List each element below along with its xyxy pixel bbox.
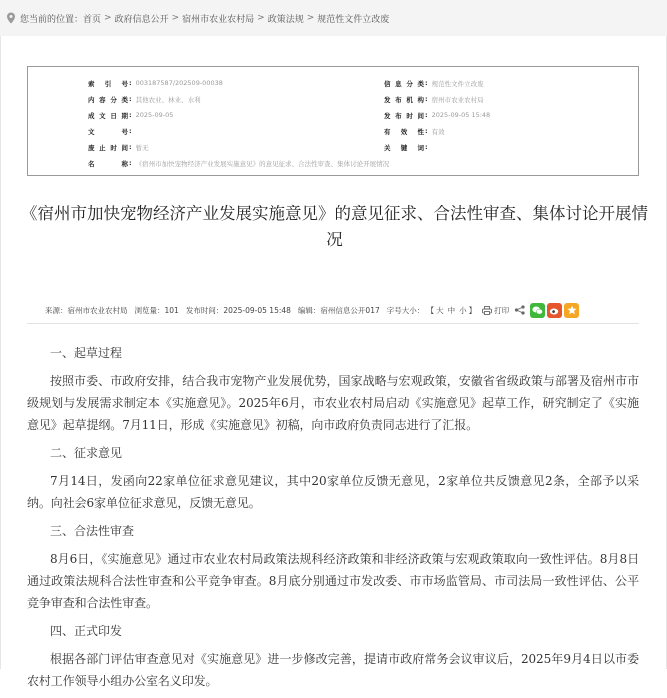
weibo-icon[interactable] (547, 303, 562, 318)
section-heading: 三、合法性审查 (50, 524, 135, 538)
section-paragraph: 根据各部门评估审查意见对《实施意见》进一步修改完善，提请市政府常务会议审议后，2025年9月4日以市委农村工作领导小组办公室名义印发。 (27, 652, 639, 688)
section-paragraph: 按照市委、市政府安排，结合我市宠物产业发展优势，国家战略与宏观政策，安徽省省级政策与部署及宿州市市级规划与发展需求制定本《实施意见》。2025年6月，市农业农村局启动《实施意见》起草工作，研究制定了《实施意见》起草提纲。7月11日，形成《实施意见》初稿，向市政府负责同志进行了汇报。 (27, 374, 639, 432)
meta-abolish-time: 废止时间 : 暂无 (88, 143, 149, 152)
font-size-label: 字号大小： (386, 305, 425, 315)
section-heading: 一、起草过程 (50, 346, 123, 360)
info-divider (27, 323, 639, 324)
section-paragraph: 8月6日，《实施意见》通过市农业农村局政策法规科经济政策和非经济政策与宏观政策取向一致性评估。8月8日通过政策法规科合法性审查和公平竞争审查。8月底分别通过市发改委、市市场监管局、市司法局一致性评估、公平竞争审查和合法性审查。 (27, 552, 639, 610)
breadcrumb-bar (0, 0, 667, 36)
meta-publish-time: 发布时间 : 2025-09-05 15:48 (384, 111, 491, 120)
meta-publisher: 发布机构 : 宿州市农业农村局 (384, 95, 484, 104)
article-body (27, 342, 639, 698)
article-editor: 编辑：宿州信息公开017 (297, 305, 380, 315)
share-icon[interactable] (514, 305, 526, 315)
breadcrumb-separator: > (171, 13, 180, 23)
breadcrumb-separator: > (104, 13, 112, 23)
section-paragraph: 7月14日，发函向22家单位征求意见建议，其中20家单位反馈无意见，2家单位共反馈意见2条，全部予以采纳。向社会6家单位征求意见，反馈无意见。 (27, 474, 639, 510)
breadcrumb-home[interactable]: 首页 (83, 14, 102, 25)
breadcrumb-policy[interactable]: 政策法规 (267, 14, 304, 25)
metadata-table (27, 66, 639, 176)
wechat-icon[interactable] (530, 303, 545, 318)
print-label: 打印 (494, 305, 510, 315)
breadcrumb-agency[interactable]: 宿州市农业农村局 (182, 14, 255, 25)
printer-icon (482, 306, 492, 315)
article-page (0, 36, 667, 688)
breadcrumb-gov-info[interactable]: 政府信息公开 (114, 14, 169, 25)
article-views: 浏览量：101 (134, 305, 179, 315)
meta-content-category: 内容分类 : 其他农业、林业、水利 (88, 95, 201, 104)
font-size-large[interactable]: 大 (436, 305, 444, 315)
print-button[interactable] (482, 305, 509, 316)
breadcrumb-separator: > (257, 13, 265, 23)
share-buttons (530, 303, 579, 318)
font-size-medium[interactable]: 中 (447, 305, 456, 315)
article-publish-time: 发布时间：2025-09-05 15:48 (185, 305, 291, 315)
breadcrumb-separator: > (306, 13, 315, 23)
meta-index-no: 索 引 号 : 003187587/202509-00038 (88, 79, 223, 88)
location-pin-icon (6, 12, 16, 24)
article-info-bar (45, 302, 579, 318)
breadcrumb-current[interactable]: 规范性文件立改废 (317, 14, 390, 25)
font-size-small[interactable]: 小 (459, 305, 467, 315)
section-heading: 四、正式印发 (50, 624, 123, 638)
font-size-control: 字号大小： 【 大 中 小 】 (386, 305, 477, 315)
section-heading: 二、征求意见 (50, 446, 123, 460)
meta-keywords: 关 键 词 : (384, 143, 428, 152)
meta-info-category: 信息分类 : 规范性文件立改废 (384, 79, 484, 88)
article-title: 《宿州市加快宠物经济产业发展实施意见》的意见征求、合法性审查、集体讨论开展情况 (21, 204, 648, 249)
article-source: 来源：宿州市农业农村局 (45, 305, 128, 315)
meta-name: 名 称 : 《宿州市加快宠物经济产业发展实施意见》的意见征求、合法性审查、集体讨论开展情况 (88, 159, 390, 168)
breadcrumb-prefix: 您当前的位置： (20, 14, 84, 25)
qzone-icon[interactable] (564, 303, 579, 318)
meta-validity: 有 效 性 : 有效 (384, 127, 445, 136)
meta-doc-no: 文 号 : (88, 127, 132, 136)
meta-created-date: 成文日期 : 2025-09-05 (88, 111, 174, 120)
